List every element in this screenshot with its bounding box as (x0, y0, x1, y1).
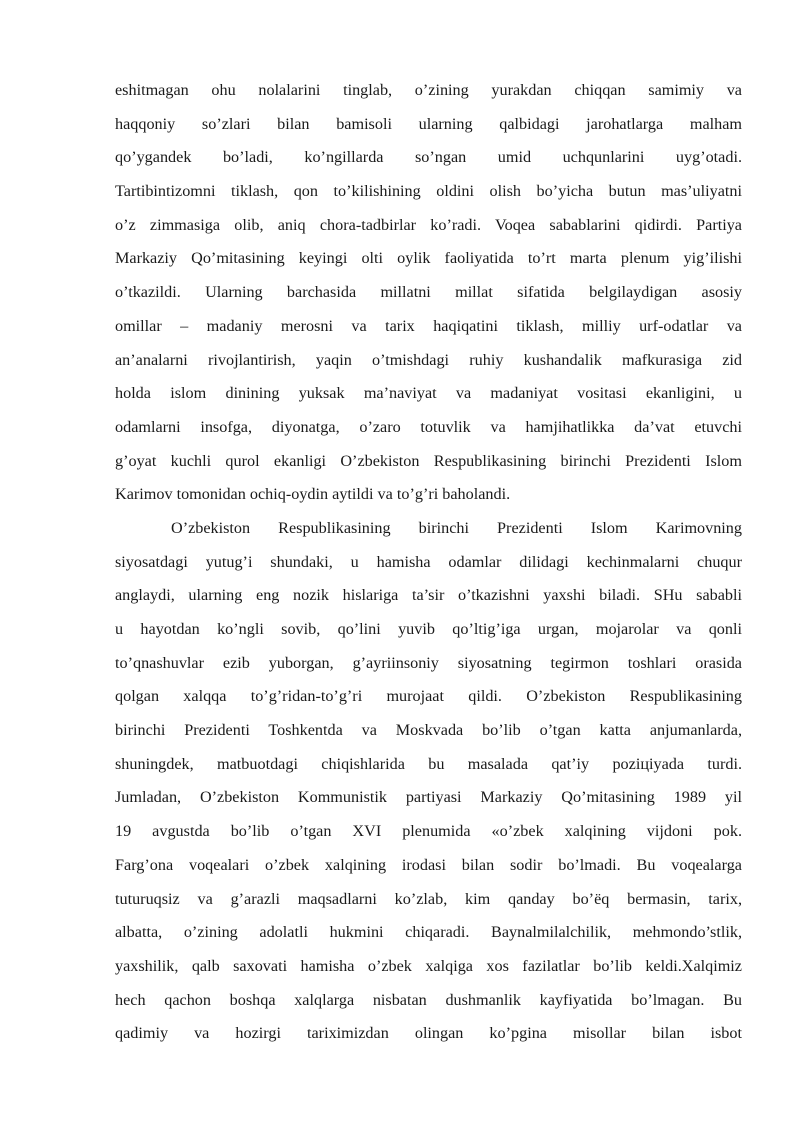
text-line: albatta, o’zining adolatli hukmini chiqaradi. Baynalmilalchilik, mehmondo’stlik, (115, 923, 742, 942)
text-line: yaxshilik, qalb saxovati hamisha o’zbek xalqiga xos fazilatlar bo’lib keldi.Xalqimiz (115, 956, 742, 975)
text-line: qadimiy va hozirgi tariximizdan olingan ko’pgina misollar bilan isbot (115, 1024, 742, 1043)
text-line: odamlarni insofga, diyonatga, o’zaro totuvlik va hamjihatlikka da’vat etuvchi (115, 417, 742, 436)
text-line: Farg’ona voqealari o’zbek xalqining irodasi bilan sodir bo’lmadi. Bu voqealarga (115, 855, 742, 874)
text-line: Tartibintizomni tiklash, qon to’kilishining oldini olish bo’yicha butun mas’uliyatni (115, 182, 742, 201)
document-page (115, 74, 742, 1051)
text-line: shuningdek, matbuotdagi chiqishlarida bu masalada qat’iy poziцiyada turdi. (115, 754, 742, 773)
text-line: an’analarni rivojlantirish, yaqin o’tmishdagi ruhiy kushandalik mafkurasiga zid (115, 350, 742, 369)
text-line: Jumladan, O’zbekiston Kommunistik partiyasi Markaziy Qo’mitasining 1989 yil (115, 788, 742, 807)
text-line: Markaziy Qo’mitasining keyingi olti oylik faoliyatida to’rt marta plenum yig’ilishi (115, 249, 742, 268)
paragraph (115, 74, 742, 512)
text-line: 19 avgustda bo’lib o’tgan XVI plenumida «o’zbek xalqining vijdoni pok. (115, 822, 742, 841)
text-line: O’zbekiston Respublikasining birinchi Prezidenti Islom Karimovning (171, 518, 742, 537)
text-line: o’z zimmasiga olib, aniq chora-tadbirlar ko’radi. Voqea sabablarini qidirdi. Partiya (115, 215, 742, 234)
text-line: birinchi Prezidenti Toshkentda va Moskvada bo’lib o’tgan katta anjumanlarda, (115, 721, 742, 740)
text-line: anglaydi, ularning eng nozik hislariga ta’sir o’tkazishni yaxshi biladi. SHu sababli (115, 586, 742, 605)
text-line: hech qachon boshqa xalqlarga nisbatan dushmanlik kayfiyatida bo’lmagan. Bu (115, 990, 742, 1009)
text-line: omillar – madaniy merosni va tarix haqiqatini tiklash, milliy urf-odatlar va (115, 316, 742, 335)
text-line: u hayotdan ko’ngli sovib, qo’lini yuvib qo’ltig’iga urgan, mojarolar va qonli (115, 620, 742, 638)
paragraph (115, 512, 742, 1051)
text-line: to’qnashuvlar ezib yuborgan, g’ayriinsoniy siyosatning tegirmon toshlari orasida (115, 653, 742, 672)
text-line: Karimov tomonidan ochiq-oydin aytildi va to’g’ri baholandi. (115, 485, 511, 504)
text-line: eshitmagan ohu nolalarini tinglab, o’zining yurakdan chiqqan samimiy va (115, 81, 742, 99)
text-line: haqqoniy so’zlari bilan bamisoli ularning qalbidagi jarohatlarga malham (115, 114, 742, 133)
text-line: holda islom dinining yuksak ma’naviyat va madaniyat vositasi ekanligini, u (115, 384, 742, 403)
text-line: qolgan xalqqa to’g’ridan-to’g’ri murojaat qildi. O’zbekiston Respublikasining (115, 687, 742, 706)
text-line: siyosatdagi yutug’i shundaki, u hamisha odamlar dilidagi kechinmalarni chuqur (115, 552, 742, 571)
text-line: o’tkazildi. Ularning barchasida millatni millat sifatida belgilaydigan asosiy (115, 283, 742, 302)
text-line: g’oyat kuchli qurol ekanligi O’zbekiston Respublikasining birinchi Prezidenti Islom (115, 451, 742, 470)
text-line: tuturuqsiz va g’arazli maqsadlarni ko’zlab, kim qanday bo’ёq bermasin, tarix, (115, 889, 742, 908)
text-line: qo’ygandek bo’ladi, ko’ngillarda so’ngan umid uchqunlarini uyg’otadi. (115, 148, 742, 167)
